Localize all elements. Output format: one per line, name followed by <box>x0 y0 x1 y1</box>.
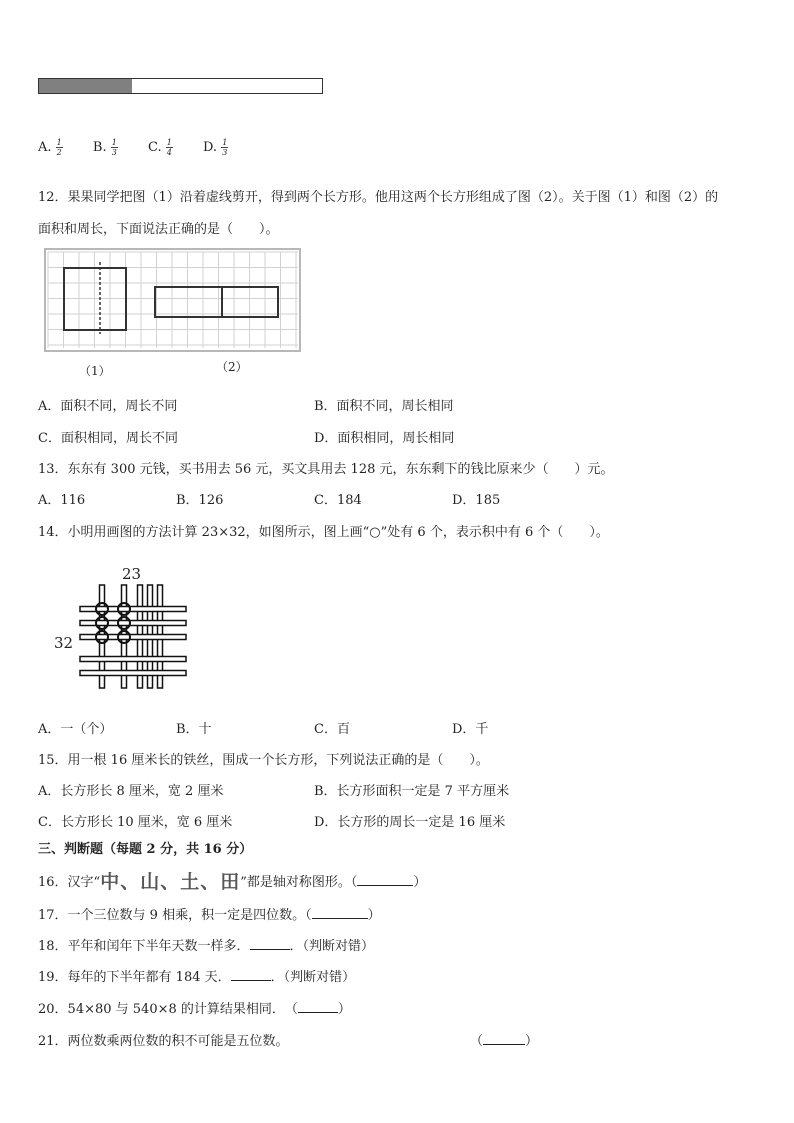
q11-option-letter: A. <box>38 140 52 155</box>
q16-suffix: ”都是轴对称图形。（ <box>240 875 358 890</box>
fraction <box>166 138 173 157</box>
q17-prefix: 17．一个三位数与 9 相乘，积一定是四位数。（ <box>38 908 312 923</box>
q21-text: 21．两位数乘两位数的积不可能是五位数。 <box>38 1034 289 1049</box>
q18 <box>38 935 374 954</box>
q18-suffix: ．（判断对错） <box>289 939 375 954</box>
q11-option-letter: B. <box>92 140 107 155</box>
q17 <box>38 904 381 923</box>
q20-prefix: 20．54×80 与 540×8 的计算结果相同． （ <box>38 1002 298 1017</box>
denominator: 3 <box>111 148 117 157</box>
numerator: 1 <box>111 138 117 147</box>
q16-chars: 中、山、土、田 <box>100 871 241 893</box>
q15-option-c[interactable]: C．长方形长 10 厘米，宽 6 厘米 <box>38 815 233 830</box>
q13-text: 13．东东有 300 元钱，买书用去 56 元，买文具用去 128 元，东东剩下的钱比原来少（ ）元。 <box>38 462 614 477</box>
fraction <box>56 138 63 157</box>
horizontal-line <box>80 657 186 662</box>
grid-lines <box>48 252 298 348</box>
q12-grid-figure <box>44 248 302 354</box>
progress-bar-fill <box>39 79 132 93</box>
q16-answer-blank[interactable] <box>357 885 413 886</box>
q11-option-letter: C. <box>147 140 162 155</box>
q12-option-c[interactable]: C．面积相同，周长不同 <box>38 431 178 446</box>
q11-options <box>38 138 228 157</box>
fraction <box>111 138 118 157</box>
q14-option-b[interactable]: B．十 <box>176 722 212 737</box>
q17-answer-blank[interactable] <box>312 918 368 919</box>
q21-open: （ <box>470 1034 484 1049</box>
q21-close: ） <box>525 1034 539 1049</box>
q20-answer-blank[interactable] <box>298 1012 338 1013</box>
q18-answer-blank[interactable] <box>250 949 290 950</box>
q14-option-a[interactable]: A．一（个） <box>38 722 113 737</box>
figure-2-label: （2） <box>216 360 248 374</box>
q14-option-c[interactable]: C．百 <box>314 722 350 737</box>
q15-text: 15．用一根 16 厘米长的铁丝，围成一个长方形，下列说法正确的是（ ）。 <box>38 753 489 768</box>
horizontal-line <box>80 671 186 676</box>
q12-line1: 12．果果同学把图（1）沿着虚线剪开，得到两个长方形。他用这两个长方形组成了图（2）。关于图（1）和图（2）的 <box>38 190 719 205</box>
denominator: 4 <box>166 148 172 157</box>
q20 <box>38 998 351 1017</box>
q20-close: ） <box>337 1002 351 1017</box>
denominator: 3 <box>222 148 228 157</box>
q14-option-d[interactable]: D．千 <box>452 722 489 737</box>
q19-suffix: ．（判断对错） <box>270 970 356 985</box>
q11-option-b[interactable] <box>93 138 118 157</box>
q15-option-d[interactable]: D．长方形的周长一定是 16 厘米 <box>314 815 506 830</box>
q12-line2: 面积和周长，下面说法正确的是（ ）。 <box>38 222 279 237</box>
q12-option-d[interactable]: D．面积相同，周长相同 <box>314 431 455 446</box>
q14-text: 14．小明用画图的方法计算 23×32，如图所示，图上画“○”处有 6 个，表示积中有 6 个（ ）。 <box>38 525 609 540</box>
q11-option-letter: D. <box>202 140 218 155</box>
q18-prefix: 18．平年和闰年下半年天数一样多． <box>38 939 250 954</box>
q13-option-c[interactable]: C．184 <box>314 493 362 508</box>
q15-option-b[interactable]: B．长方形面积一定是 7 平方厘米 <box>314 784 510 799</box>
q12-option-a[interactable]: A．面积不同，周长不同 <box>38 399 178 414</box>
q14-left-label: 32 <box>54 634 74 652</box>
q21-answer <box>470 1030 538 1049</box>
q21-answer-blank[interactable] <box>483 1044 525 1045</box>
q16-close: ） <box>413 875 427 890</box>
q11-option-d[interactable] <box>203 138 228 157</box>
q11-option-c[interactable] <box>148 138 173 157</box>
q13-option-a[interactable]: A．116 <box>38 493 86 508</box>
section-3-title: 三、判断题（每题 2 分，共 16 分） <box>38 842 253 857</box>
q16-prefix: 16．汉字“ <box>38 875 101 890</box>
q16 <box>38 867 426 894</box>
q19 <box>38 966 355 985</box>
numerator: 1 <box>222 138 228 147</box>
q12-option-b[interactable]: B．面积不同，周长相同 <box>314 399 454 414</box>
numerator: 1 <box>56 138 62 147</box>
q17-close: ） <box>367 908 381 923</box>
denominator: 2 <box>56 148 62 157</box>
q19-answer-blank[interactable] <box>231 980 271 981</box>
q14-top-label: 23 <box>122 565 142 583</box>
numerator: 1 <box>166 138 172 147</box>
q14-line-multiplication-figure <box>78 583 190 691</box>
progress-bar <box>38 78 323 94</box>
fraction <box>221 138 228 157</box>
q19-prefix: 19．每年的下半年都有 184 天． <box>38 970 231 985</box>
figure-2-rectangles <box>155 287 278 317</box>
q11-option-a[interactable] <box>38 138 63 157</box>
figure-1-label: （1） <box>79 364 111 378</box>
q13-option-b[interactable]: B．126 <box>176 493 224 508</box>
q13-option-d[interactable]: D．185 <box>452 493 501 508</box>
q15-option-a[interactable]: A．长方形长 8 厘米，宽 2 厘米 <box>38 784 224 799</box>
